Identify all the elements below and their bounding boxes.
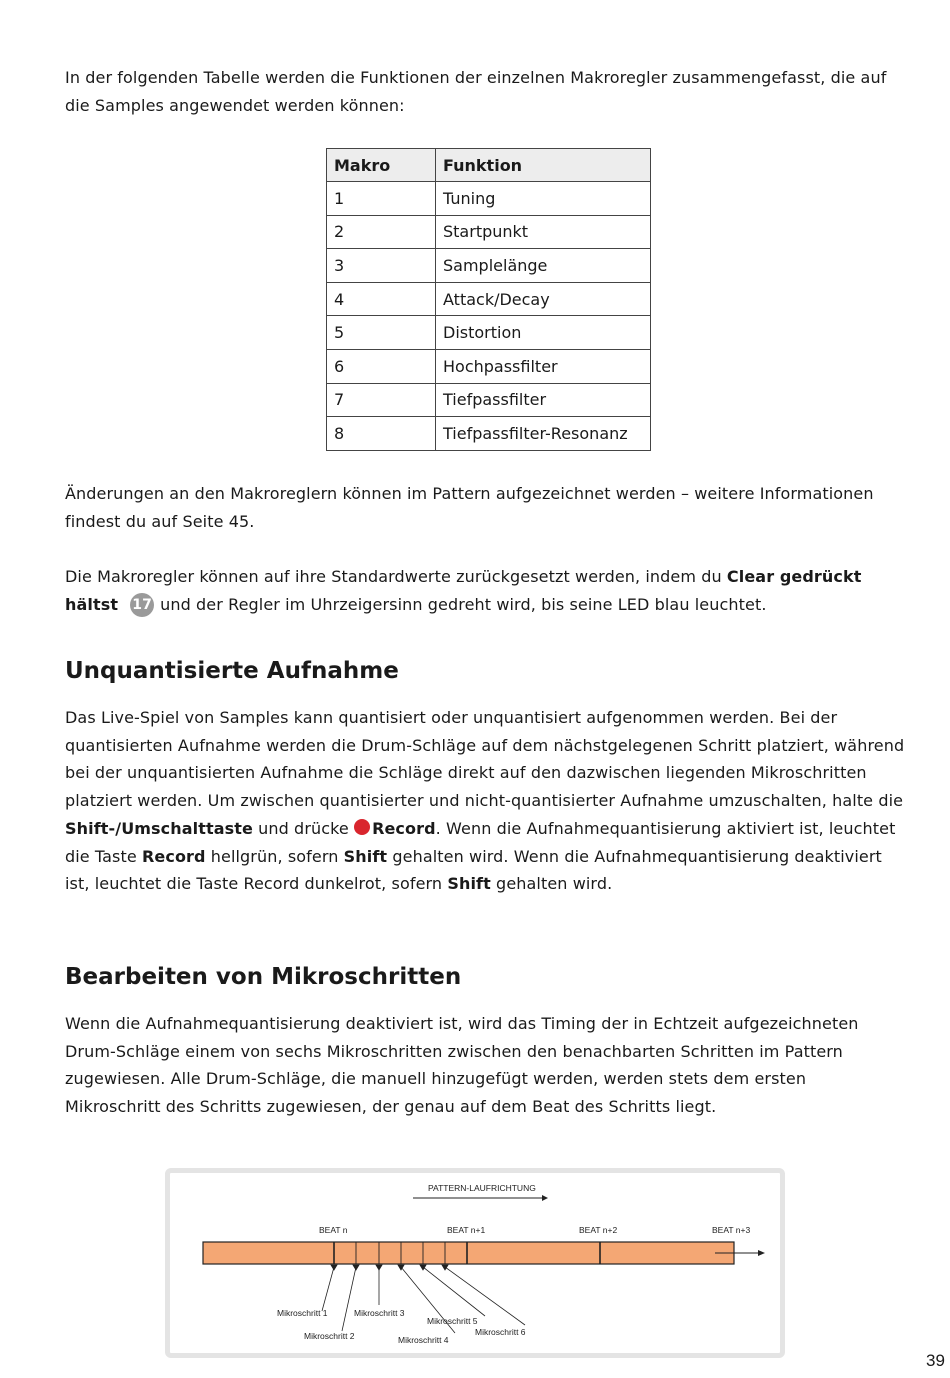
pointer-arrowhead	[331, 1265, 337, 1270]
table-row	[327, 215, 651, 249]
pointer-line	[322, 1267, 334, 1311]
arrow-right-icon	[758, 1250, 765, 1256]
microstep-label: Mikroschritt 5	[427, 1316, 478, 1326]
unquantised-paragraph	[65, 704, 905, 898]
beat-label: BEAT n+3	[712, 1225, 751, 1235]
intro-paragraph: In der folgenden Tabelle werden die Funktionen der einzelnen Makroregler zusammengefasst, die auf die Samples angewendet werden können:	[65, 68, 887, 115]
text-segment: gehalten wird.	[490, 874, 613, 894]
microstep-label: Mikroschritt 2	[304, 1331, 355, 1341]
beat-label: BEAT n	[319, 1225, 348, 1235]
pointer-line	[342, 1267, 356, 1331]
macro-function: Samplelänge	[436, 249, 651, 283]
direction-label: PATTERN-LAUFRICHTUNG	[428, 1183, 536, 1193]
macro-number: 7	[327, 383, 436, 417]
macro-function: Distortion	[436, 316, 651, 350]
column-header-makro: Makro	[327, 149, 436, 182]
pointer-arrowhead	[420, 1265, 426, 1270]
table-row	[327, 349, 651, 383]
reset-text-end: und der Regler im Uhrzeigersinn gedreht wird, bis seine LED blau leuchtet.	[160, 594, 767, 614]
reset-text: Die Makroregler können auf ihre Standardwerte zurückgesetzt werden, indem du	[65, 567, 727, 586]
table-row	[327, 316, 651, 350]
macro-number: 1	[327, 182, 436, 216]
arrow-right-icon	[542, 1195, 548, 1201]
macro-function: Hochpassfilter	[436, 349, 651, 383]
macro-function: Startpunkt	[436, 215, 651, 249]
changes-paragraph	[65, 480, 915, 535]
macro-number: 3	[327, 249, 436, 283]
text-segment: und drücke	[252, 818, 355, 838]
pattern-bar	[203, 1242, 734, 1264]
pointer-arrowhead	[376, 1265, 382, 1270]
text-segment: . Wenn die Aufnahmequantisierung aktiviert ist, leuchtet die Taste	[65, 818, 896, 866]
changes-end: .	[249, 511, 255, 531]
microstep-label: Mikroschritt 4	[398, 1335, 449, 1345]
record-button-icon	[354, 819, 370, 835]
table-row	[327, 383, 651, 417]
microstep-label: Mikroschritt 1	[277, 1308, 328, 1318]
changes-text: Änderungen an den Makroreglern können im Pattern aufgezeichnet werden – weitere Informationen findest du auf	[65, 484, 874, 531]
section-title-bearbeiten-von-mikroschritten: Bearbeiten von Mikroschritten	[65, 964, 462, 990]
microsteps-paragraph: Wenn die Aufnahmequantisierung deaktiviert ist, wird das Timing der in Echtzeit aufgezeichneten Drum-Schläge einem von sechs Mikroschritten zwischen den benachbarten Schritten im Pattern zugewiesen. Alle Drum-Schläge, die manuell hinzugefügt werden, werden stets dem ersten Mikroschritt des Schritts zugewiesen, der genau auf dem Beat des Schritts liegt.	[65, 1014, 859, 1117]
macro-number: 8	[327, 417, 436, 451]
beat-label: BEAT n+2	[579, 1225, 618, 1235]
pointer-line	[423, 1267, 485, 1316]
macro-table	[326, 148, 651, 451]
shift-key-label: Shift-/Umschalttaste	[65, 818, 253, 838]
reset-paragraph	[65, 563, 915, 618]
button-number-badge: 17	[130, 593, 154, 617]
macro-number: 5	[327, 316, 436, 350]
text-segment: gehalten wird. Wenn die Aufnahmequantisierung deaktiviert ist, leuchtet die Taste Record dunkelrot, sofern	[65, 846, 882, 894]
section-title-unquantisierte-aufnahme: Unquantisierte Aufnahme	[65, 658, 399, 684]
beat-label: BEAT n+1	[447, 1225, 486, 1235]
record-key-label: Record	[142, 846, 206, 866]
table-row	[327, 182, 651, 216]
table-row	[327, 417, 651, 451]
macro-function: Tiefpassfilter	[436, 383, 651, 417]
table-row	[327, 282, 651, 316]
table-row	[327, 249, 651, 283]
pointer-arrowhead	[353, 1265, 359, 1270]
text-segment: Das Live-Spiel von Samples kann quantisiert oder unquantisiert aufgenommen werden. Bei der quantisierten Aufnahme werden die Drum-Schläge auf dem nächstgelegenen Schritt platziert, während bei der unquantisierten Aufnahme die Schläge direkt auf den dazwischen liegenden Mikroschritten platziert werden. Um zwischen quantisierter und nicht-quantisierter Aufnahme umzuschalten, halte die	[65, 708, 905, 811]
reset-bold: Clear gedrückt hältst	[65, 567, 862, 614]
macro-function: Tuning	[436, 182, 651, 216]
column-header-funktion: Funktion	[436, 149, 651, 182]
macro-number: 2	[327, 215, 436, 249]
microstep-diagram-svg	[170, 1173, 780, 1353]
pointer-arrowhead	[442, 1265, 448, 1270]
microstep-label: Mikroschritt 6	[475, 1327, 526, 1337]
macro-number: 6	[327, 349, 436, 383]
macro-function: Tiefpassfilter-Resonanz	[436, 417, 651, 451]
page-number: 39	[926, 1351, 945, 1370]
shift-key-label: Shift	[343, 846, 388, 866]
table-header-row	[327, 149, 651, 182]
microstep-label: Mikroschritt 3	[354, 1308, 405, 1318]
macro-number: 4	[327, 282, 436, 316]
record-key-label: Record	[372, 818, 436, 838]
macro-function: Attack/Decay	[436, 282, 651, 316]
text-segment: hellgrün, sofern	[205, 846, 344, 866]
microstep-pointers	[322, 1265, 525, 1333]
microstep-diagram	[165, 1168, 785, 1358]
shift-key-label: Shift	[447, 874, 491, 894]
page-link[interactable]: Seite 45	[182, 511, 250, 531]
